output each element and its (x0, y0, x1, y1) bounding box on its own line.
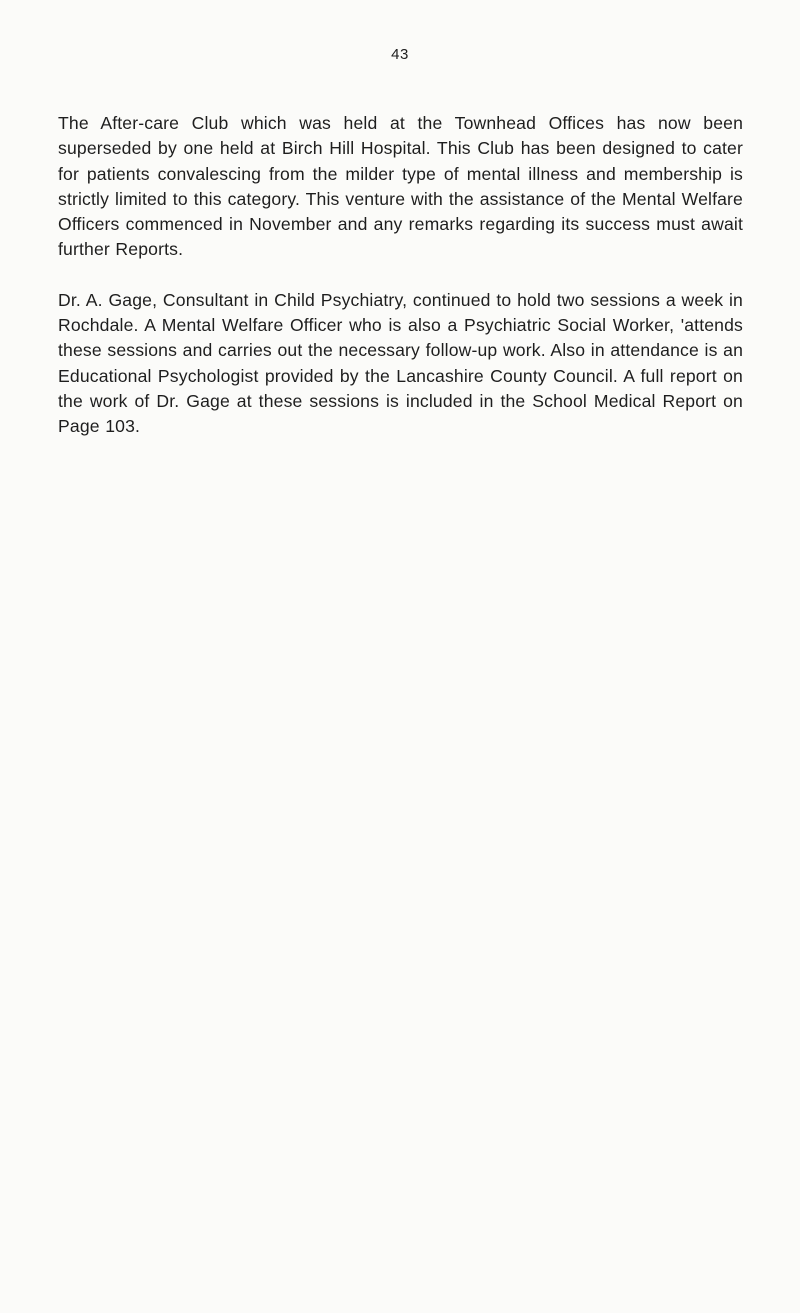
paragraph-after-care-club: The After-care Club which was held at the Townhead Offices has now been superseded by one held at Birch Hill Hospital. This Club has been designed to cater for patients convalescing from the milder type of mental illness and membership is strictly limited to this category. This venture with the assistance of the Mental Welfare Officers commenced in November and any remarks regarding its success must await further Reports. (58, 113, 743, 260)
paragraph-child-psychiatry: Dr. A. Gage, Consultant in Child Psychiatry, continued to hold two sessions a week in Rochdale. A Mental Welfare Officer who is also a Psychiatric Social Worker, 'attends these sessions and carries out the necessary follow-up work. Also in attendance is an Educational Psychologist provided by the Lancashire County Council. A full report on the work of Dr. Gage at these sessions is included in the School Medical Report on Page 103. (58, 289, 743, 437)
page-number: 43 (391, 46, 409, 63)
body-text (58, 111, 743, 440)
